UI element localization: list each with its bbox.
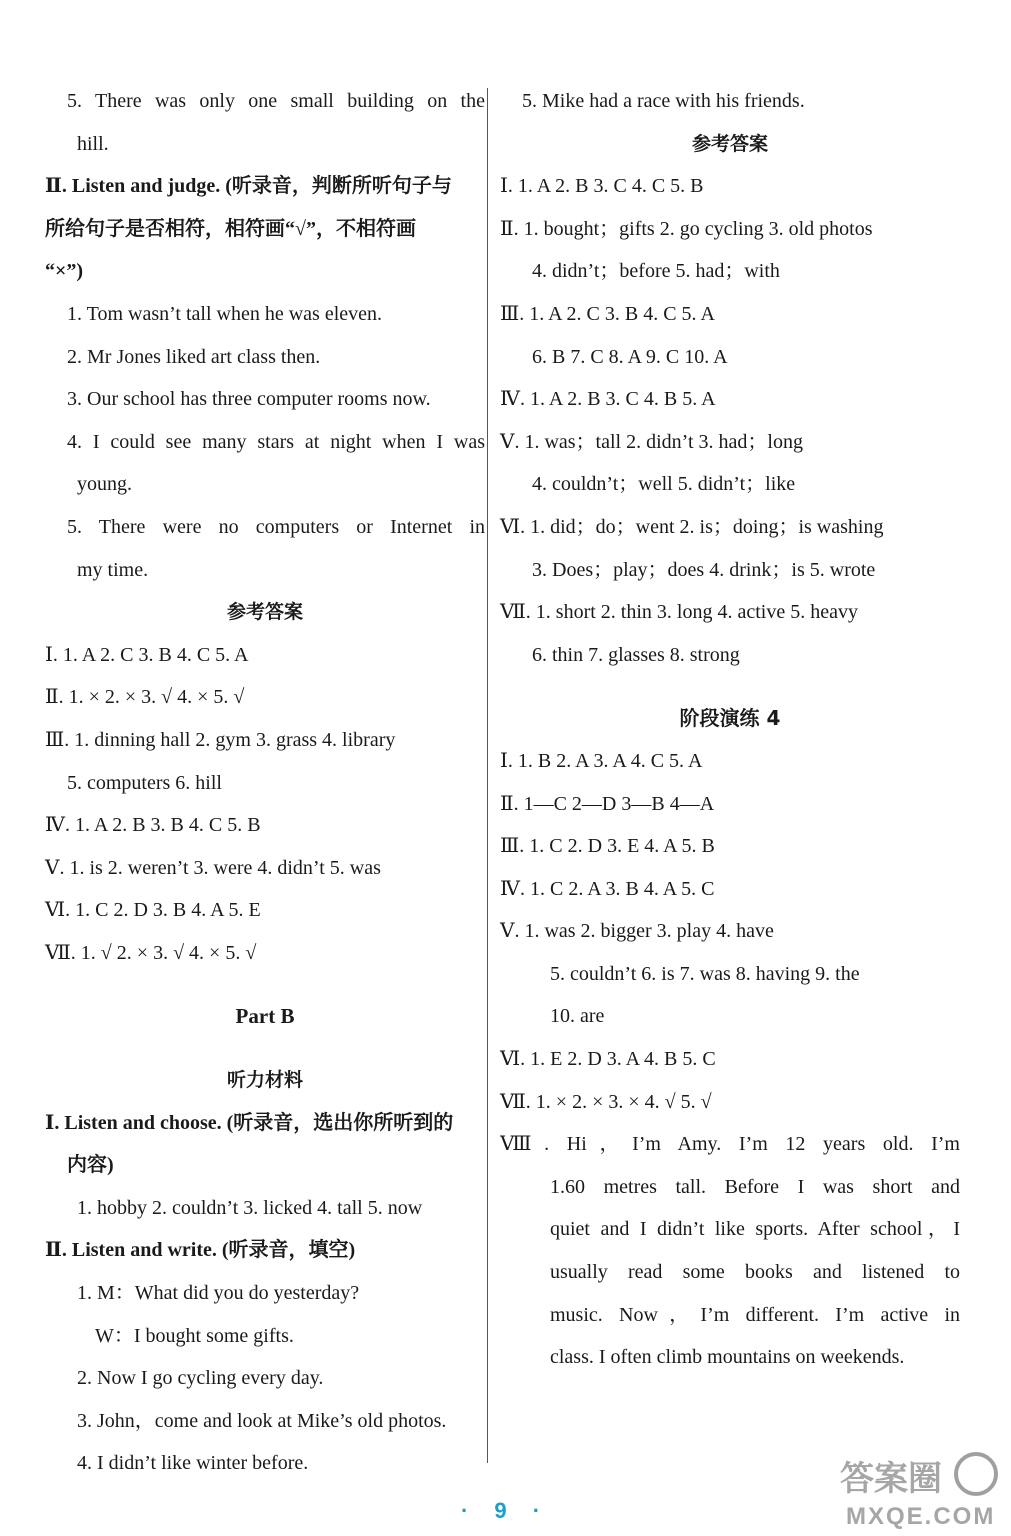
right-column: [500, 80, 960, 1379]
text-line: 2. Now I go cycling every day.: [77, 1367, 324, 1390]
text-line: 1. hobby 2. couldn’t 3. licked 4. tall 5. now: [77, 1196, 423, 1219]
text-line: 4. I didn’t like winter before.: [77, 1452, 309, 1475]
section-heading: 阶段演练 4: [679, 706, 781, 731]
text-line: Ⅱ. Listen and write. (听录音，填空): [45, 1239, 356, 1262]
text-line: Ⅰ. 1. A 2. B 3. C 4. C 5. B: [500, 175, 704, 198]
text-line: hill.: [77, 132, 109, 155]
section-heading: 参考答案: [691, 132, 768, 155]
text-line: 5. There were no computers or Internet in: [67, 515, 485, 538]
text-line: Ⅷ. Hi，I’m Amy. I’m 12 years old. I’m: [500, 1133, 960, 1156]
text-line: 所给句子是否相符，相符画“√”，不相符画: [45, 217, 416, 240]
text-line: W：I bought some gifts.: [95, 1324, 294, 1347]
text-line: young.: [77, 473, 132, 496]
text-line: Ⅴ. 1. is 2. weren’t 3. were 4. didn’t 5. was: [45, 856, 381, 879]
page-number: · 9 ·: [460, 1498, 551, 1523]
text-line: class. I often climb mountains on weekends.: [550, 1346, 905, 1369]
text-line: “×”): [45, 260, 84, 283]
text-line: Ⅱ. Listen and judge. (听录音，判断所听句子与: [45, 175, 452, 198]
text-line: Ⅲ. 1. A 2. C 3. B 4. C 5. A: [500, 302, 715, 325]
text-line: 3. John，come and look at Mike’s old photos.: [77, 1409, 447, 1432]
section-heading: Part B: [235, 1004, 295, 1029]
left-column: [45, 80, 485, 1485]
text-line: Ⅳ. 1. C 2. A 3. B 4. A 5. C: [500, 877, 715, 900]
text-line: Ⅱ. 1. bought；gifts 2. go cycling 3. old photos: [500, 217, 873, 240]
text-line: 5. Mike had a race with his friends.: [522, 90, 805, 112]
text-line: Ⅶ. 1. √ 2. × 3. √ 4. × 5. √: [45, 941, 257, 964]
text-line: Ⅵ. 1. E 2. D 3. A 4. B 5. C: [500, 1048, 716, 1071]
text-line: Ⅱ. 1—C 2—D 3—B 4—A: [500, 792, 715, 815]
watermark-logo: [836, 1450, 1001, 1530]
text-line: 10. are: [550, 1005, 605, 1028]
text-line: 6. thin 7. glasses 8. strong: [532, 643, 740, 666]
text-line: 2. Mr Jones liked art class then.: [67, 345, 321, 368]
watermark-circle: [956, 1454, 996, 1494]
text-line: music. Now，I’m different. I’m active in: [550, 1303, 960, 1326]
spacer: [500, 676, 960, 697]
text-line: 5. couldn’t 6. is 7. was 8. having 9. the: [550, 962, 860, 985]
text-line: 1. M：What did you do yesterday?: [77, 1282, 360, 1305]
watermark-text-bottom: MXQE.COM: [846, 1503, 996, 1530]
text-line: my time.: [77, 558, 149, 581]
spacer: [45, 974, 485, 995]
text-line: Ⅶ. 1. short 2. thin 3. long 4. active 5. heavy: [500, 601, 858, 624]
text-line: Ⅵ. 1. C 2. D 3. B 4. A 5. E: [45, 899, 261, 922]
text-line: 1.60 metres tall. Before I was short and: [550, 1175, 960, 1198]
text-line: 3. Does；play；does 4. drink；is 5. wrote: [532, 558, 876, 581]
text-line: Ⅵ. 1. did；do；went 2. is；doing；is washing: [500, 515, 884, 538]
section-heading: 参考答案: [226, 601, 303, 624]
text-line: 4. couldn’t；well 5. didn’t；like: [532, 473, 796, 496]
text-line: 1. Tom wasn’t tall when he was eleven.: [67, 302, 383, 325]
text-line: Ⅰ. 1. A 2. C 3. B 4. C 5. A: [45, 643, 249, 666]
text-line: 6. B 7. C 8. A 9. C 10. A: [532, 345, 728, 368]
text-line: 5. There was only one small building on the: [67, 90, 485, 112]
text-line: Ⅶ. 1. × 2. × 3. × 4. √ 5. √: [500, 1090, 712, 1113]
text-line: 内容): [67, 1154, 114, 1177]
watermark-graphic: [836, 1450, 1001, 1530]
text-line: usually read some books and listened to: [550, 1261, 960, 1284]
text-line: 4. I could see many stars at night when I was: [67, 430, 485, 453]
text-line: 4. didn’t；before 5. had；with: [532, 260, 780, 283]
text-line: Ⅰ. Listen and choose. (听录音，选出你所听到的: [45, 1111, 454, 1134]
text-line: Ⅰ. 1. B 2. A 3. A 4. C 5. A: [500, 749, 703, 772]
text-line: Ⅲ. 1. dinning hall 2. gym 3. grass 4. library: [45, 728, 396, 751]
text-line: Ⅱ. 1. × 2. × 3. √ 4. × 5. √: [45, 686, 245, 709]
section-heading: 听力材料: [226, 1069, 303, 1092]
text-line: Ⅳ. 1. A 2. B 3. B 4. C 5. B: [45, 814, 261, 837]
text-line: quiet and I didn’t like sports. After school，I: [550, 1218, 960, 1241]
text-line: 5. computers 6. hill: [67, 771, 222, 794]
text-line: Ⅳ. 1. A 2. B 3. C 4. B 5. A: [500, 388, 716, 411]
spacer: [45, 1038, 485, 1059]
text-line: 3. Our school has three computer rooms now.: [67, 388, 431, 411]
text-line: Ⅴ. 1. was 2. bigger 3. play 4. have: [500, 920, 774, 943]
column-divider: [487, 88, 488, 1463]
text-line: Ⅴ. 1. was；tall 2. didn’t 3. had；long: [500, 430, 803, 453]
text-line: Ⅲ. 1. C 2. D 3. E 4. A 5. B: [500, 835, 715, 858]
watermark-text-top: 答案圈: [840, 1459, 942, 1499]
